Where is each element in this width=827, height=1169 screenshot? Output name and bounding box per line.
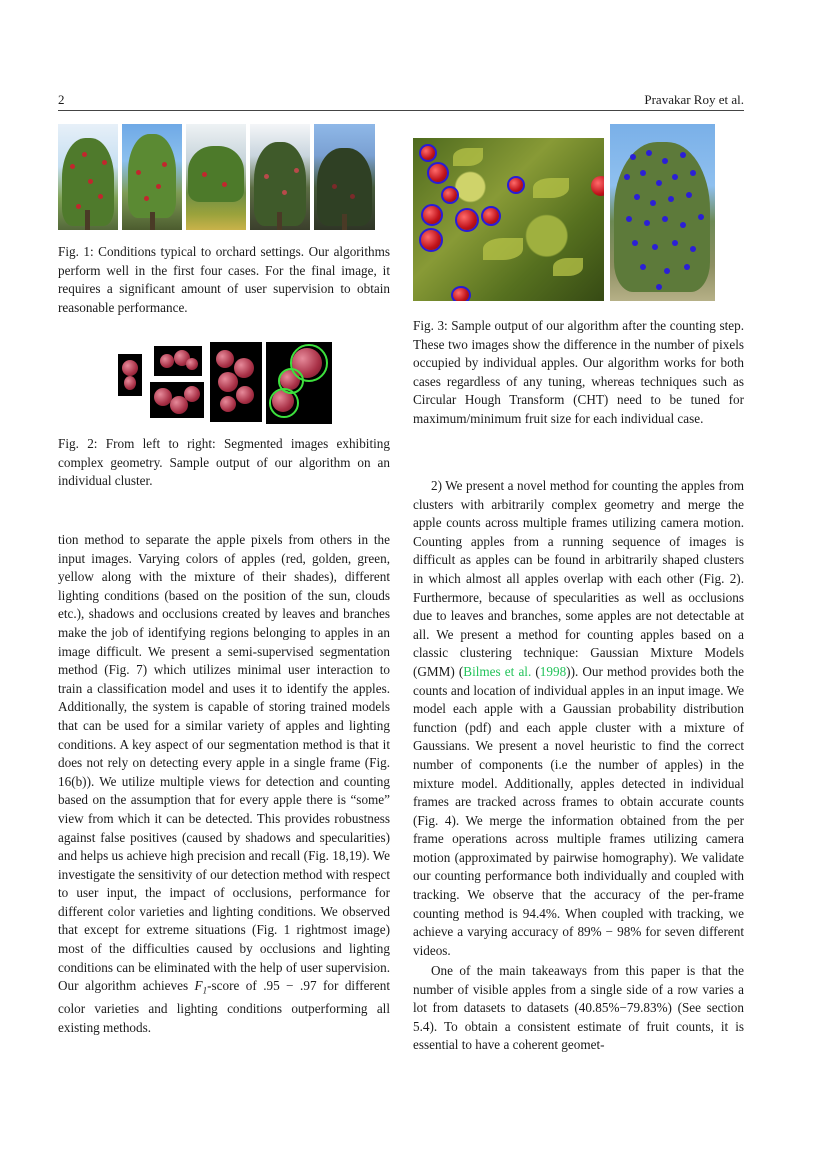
f1-symbol: F	[194, 978, 203, 994]
body-text-part-a: tion method to separate the apple pixels from others in the input images. Varying colors of apples (red, golden, green, yellow along with the mixture of their shades), different lighting conditions (based on the position of the sun, clouds etc.), shadows and occlusions created by leaves and branches make the job of identifying regions belonging to apples in an image difficult. We present a semi-supervised segmentation method (Fig. 7) which utilizes minimal user interaction to train a classification model and uses it to identify the apples. Additionally, the system is capable of storing trained models that can be used for a similar variety of apples and lighting conditions. A key aspect of our segmentation method is that it does not rely on detecting every apple in a single frame (Fig. 16(b)). We utilize multiple views for detection and counting based on the assumption that for every apple there is “some” view from which it can be detected. This provides robustness against false positives (caused by shadows and specularities) and helps us achieve high precision and recall (Fig. 18,19). We investigate the sensitivity of our detection method with respect to user input, the impact of occlusions, performance for different color varieties and lighting conditions. We observed that except for extreme situations (Fig. 1 rightmost image) most of the difficulties caused by occlusions and lighting conditions can be eliminated with the help of user supervision. Our algorithm achieves	[58, 532, 390, 994]
orchard-photo-4	[250, 124, 310, 230]
body-text-part-b: -score of .95 − .97 for different color varieties and lighting conditions outperforming all existing methods.	[58, 978, 390, 1036]
figure-3-counting-output-right	[610, 124, 715, 301]
paragraph-1-part-a: 2) We present a novel method for counting the apples from clusters with arbitrarily complex geometry and merge the apple counts across multiple frames utilizing camera motion. Counting apples from a running sequence of images is difficult as apples can be found in arbitrarily shaped clusters in which almost all apples overlap with each other (Fig. 2). Furthermore, because of specularities as well as occlusions due to leaves and branches, some apples are not detectable at all. We present a method for counting apples based on a classic clustering technique: Gaussian Mixture Models (GMM) (	[413, 478, 744, 679]
orchard-photo-2	[122, 124, 182, 230]
page-number: 2	[58, 92, 65, 107]
segment-4	[210, 342, 262, 422]
segment-3	[150, 382, 204, 418]
figure-2-caption: Fig. 2: From left to right: Segmented images exhibiting complex geometry. Sample output of our algorithm on an individual cluster.	[58, 436, 390, 489]
right-column-paragraph-2: One of the main takeaways from this paper is that the number of visible apples from a single side of a row varies a lot from datasets to datasets (40.85%−79.83%) (See section 5.4). To obtain a consistent estimate of fruit counts, it is essential to have a coherent geomet-	[413, 963, 744, 1053]
figure-1-caption: Fig. 1: Conditions typical to orchard settings. Our algorithms perform well in the first four cases. For the final image, it requires a significant amount of user supervision to obtain reasonable performance.	[58, 244, 390, 315]
citation-author-link[interactable]: Bilmes et al.	[463, 663, 532, 679]
header-rule	[58, 110, 744, 111]
right-column-paragraph-1	[413, 477, 744, 960]
figure-2-segmented-clusters	[118, 342, 332, 424]
segment-2	[154, 346, 202, 376]
orchard-photo-3	[186, 124, 246, 230]
running-head-authors: Pravakar Roy et al.	[644, 92, 744, 107]
citation-year-link[interactable]: 1998	[539, 663, 567, 679]
paragraph-1-part-b: ). Our method provides both the counts and location of individual apples in an input image. We model each apple with a Gaussian probability distribution function (pdf) and each apple cluster with a mixture of Gaussians. We present a novel heuristic to find the correct number of components (i.e the number of apples) in the mixture model. Additionally, apples detected in individual frames are tracked across frames to obtain accurate counts (Fig. 4). We merge the information obtained from the per frame operations across multiple frames utilizing camera motion (approximated by pairwise homography). We validate our counting performance both individually and coupled with tracking. We observe that the accuracy of the per-frame counting method is 94.4%. When coupled with tracking, we achieve a varying accuracy of 89% − 98% for seven different videos.	[413, 663, 744, 958]
segment-1	[118, 354, 142, 396]
figure-3-counting-output-left	[413, 138, 604, 301]
left-column-body	[58, 531, 390, 1038]
segment-5-counted-cluster	[266, 342, 332, 424]
figure-3-caption: Fig. 3: Sample output of our algorithm after the counting step. These two images show the difference in the number of pixels occupied by individual apples. Our algorithm works for both cases regardless of any tuning, whereas techniques such as Circular Hough Transform (CHT) need to be tuned for maximum/minimum fruit size for each individual case.	[413, 318, 744, 426]
orchard-photo-5	[314, 124, 375, 230]
orchard-photo-1	[58, 124, 118, 230]
figure-1-orchard-images	[58, 124, 375, 230]
f1-subscript: 1	[202, 985, 208, 996]
citation-close-paren: )	[566, 663, 571, 679]
citation-open-paren: (	[531, 663, 540, 679]
